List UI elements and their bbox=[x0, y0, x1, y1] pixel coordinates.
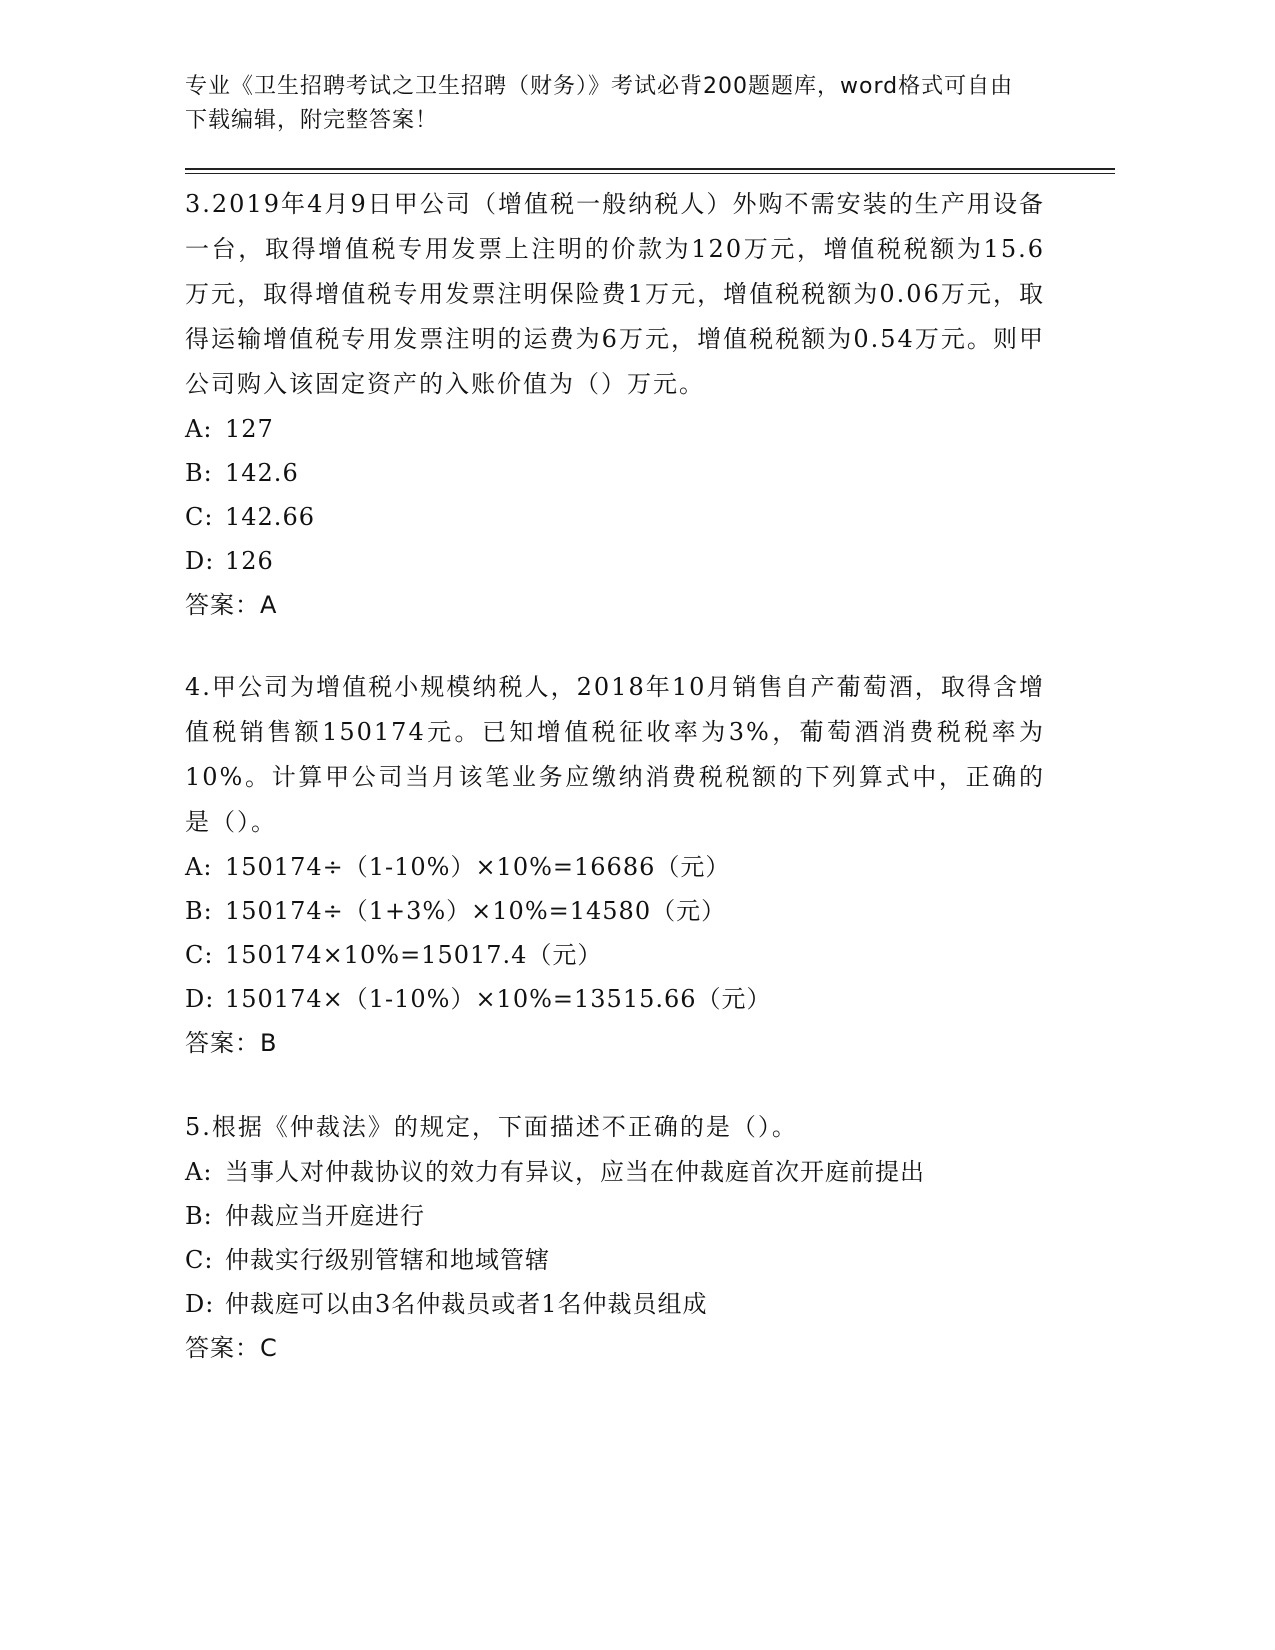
option-text: 当事人对仲裁协议的效力有异议，应当在仲裁庭首次开庭前提出 bbox=[225, 1158, 925, 1186]
option-text: 150174÷（1-10%）×10%=16686（元） bbox=[225, 853, 731, 881]
answer-line: 答案：A bbox=[185, 591, 278, 619]
answer-line: 答案：C bbox=[185, 1334, 278, 1362]
option-text: 仲裁实行级别管辖和地域管辖 bbox=[225, 1246, 550, 1274]
option-text: 142.6 bbox=[225, 459, 299, 487]
option-letter: D: bbox=[185, 985, 215, 1013]
question-4 bbox=[185, 665, 1060, 1065]
option-d bbox=[185, 1282, 1060, 1326]
option-text: 仲裁应当开庭进行 bbox=[225, 1202, 425, 1230]
option-text: 127 bbox=[225, 415, 274, 443]
option-letter: C: bbox=[185, 941, 214, 969]
question-text: 3.2019年4月9日甲公司（增值税一般纳税人）外购不需安装的生产用设备一台，取得增值税专用发票上注明的价款为120万元，增值税税额为15.6万元，取得增值税专用发票注明保险费1万元，增值税税额为0.06万元，取得运输增值税专用发票注明的运费为6万元，增值税税额为0.54万元。则甲公司购入该固定资产的入账价值为（）万元。 bbox=[185, 190, 1045, 398]
option-letter: D: bbox=[185, 547, 215, 575]
option-b bbox=[185, 451, 1060, 495]
option-text: 142.66 bbox=[225, 503, 315, 531]
question-5 bbox=[185, 1105, 1060, 1370]
header-divider bbox=[185, 168, 1115, 174]
option-b bbox=[185, 889, 1060, 933]
option-letter: B: bbox=[185, 1202, 213, 1230]
document-page bbox=[185, 70, 1060, 1370]
question-3 bbox=[185, 182, 1060, 627]
option-text: 150174÷（1+3%）×10%=14580（元） bbox=[225, 897, 727, 925]
option-letter: D: bbox=[185, 1290, 215, 1318]
option-letter: C: bbox=[185, 503, 214, 531]
option-text: 150174×10%=15017.4（元） bbox=[225, 941, 603, 969]
option-text: 仲裁庭可以由3名仲裁员或者1名仲裁员组成 bbox=[225, 1290, 708, 1318]
option-text: 150174×（1-10%）×10%=13515.66（元） bbox=[225, 985, 772, 1013]
option-letter: B: bbox=[185, 459, 213, 487]
option-letter: A: bbox=[185, 853, 213, 881]
option-c bbox=[185, 1238, 1060, 1282]
option-text: 126 bbox=[225, 547, 274, 575]
option-b bbox=[185, 1194, 1060, 1238]
option-letter: A: bbox=[185, 1158, 213, 1186]
question-text: 4.甲公司为增值税小规模纳税人，2018年10月销售自产葡萄酒，取得含增值税销售额150174元。已知增值税征收率为3%，葡萄酒消费税税率为10%。计算甲公司当月该笔业务应缴纳消费税税额的下列算式中，正确的是（）。 bbox=[185, 673, 1045, 836]
option-letter: A: bbox=[185, 415, 213, 443]
option-d bbox=[185, 977, 1060, 1021]
option-a bbox=[185, 407, 1060, 451]
document-title: 专业《卫生招聘考试之卫生招聘（财务）》考试必背200题题库，word格式可自由下载编辑，附完整答案！ bbox=[185, 74, 1014, 133]
option-c bbox=[185, 933, 1060, 977]
option-d bbox=[185, 539, 1060, 583]
option-letter: B: bbox=[185, 897, 213, 925]
option-c bbox=[185, 495, 1060, 539]
question-text: 5.根据《仲裁法》的规定，下面描述不正确的是（）。 bbox=[185, 1113, 798, 1141]
option-letter: C: bbox=[185, 1246, 214, 1274]
option-a bbox=[185, 1150, 1060, 1194]
answer-line: 答案：B bbox=[185, 1029, 278, 1057]
option-a bbox=[185, 845, 1060, 889]
